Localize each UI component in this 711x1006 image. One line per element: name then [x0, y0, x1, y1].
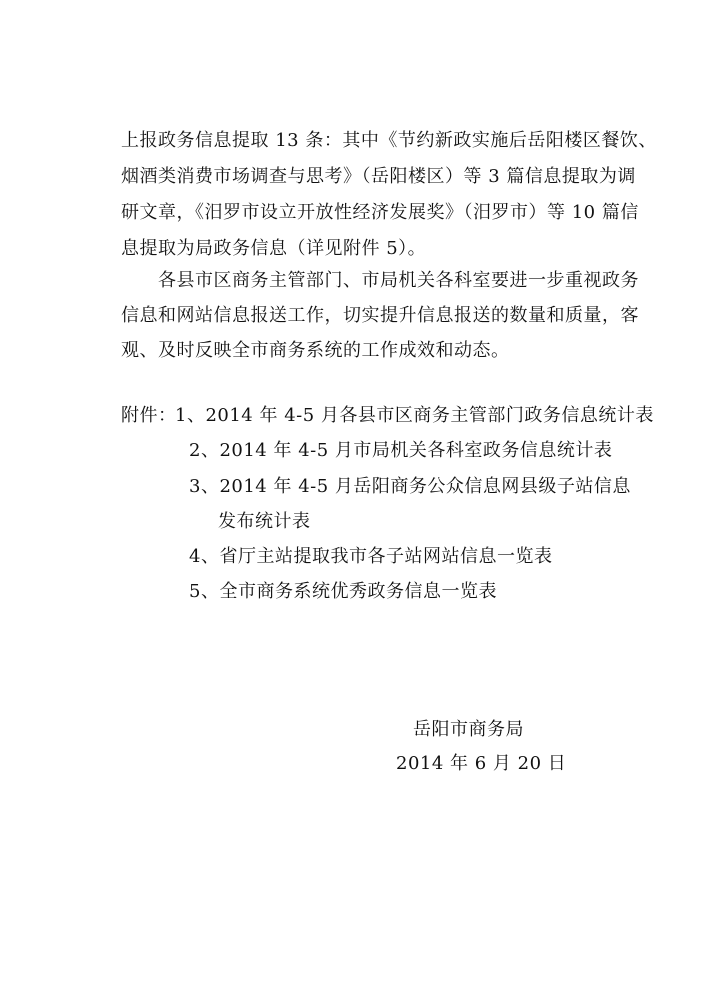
paragraph-2-line-1: 各县市区商务主管部门、市局机关各科室要进一步重视政务	[158, 270, 639, 291]
attachment-item-3: 3、2014 年 4-5 月岳阳商务公众信息网县级子站信息	[189, 476, 631, 497]
signature-org: 岳阳市商务局	[413, 719, 524, 740]
attachment-item-4: 4、省厅主站提取我市各子站网站信息一览表	[189, 546, 553, 567]
attachment-item-1: 1、2014 年 4-5 月各县市区商务主管部门政务信息统计表	[175, 405, 654, 426]
paragraph-1-line-4: 息提取为局政务信息（详见附件 5）。	[121, 238, 427, 259]
paragraph-1-line-2: 烟酒类消费市场调查与思考》（岳阳楼区）等 3 篇信息提取为调	[121, 166, 636, 187]
signature-date: 2014 年 6 月 20 日	[396, 753, 567, 774]
attachment-item-3-continued: 发布统计表	[218, 511, 311, 532]
attachment-item-2: 2、2014 年 4-5 月市局机关各科室政务信息统计表	[189, 440, 613, 461]
attachment-item-5: 5、全市商务系统优秀政务信息一览表	[189, 581, 497, 602]
paragraph-1-line-1: 上报政务信息提取 13 条：其中《节约新政实施后岳阳楼区餐饮、	[121, 130, 657, 151]
paragraph-2-line-3: 观、及时反映全市商务系统的工作成效和动态。	[121, 340, 510, 361]
attachments-label: 附件：	[121, 405, 177, 426]
paragraph-2-line-2: 信息和网站信息报送工作，切实提升信息报送的数量和质量，客	[121, 305, 639, 326]
paragraph-1-line-3: 研文章，《汨罗市设立开放性经济发展奖》（汨罗市）等 10 篇信	[121, 202, 639, 223]
